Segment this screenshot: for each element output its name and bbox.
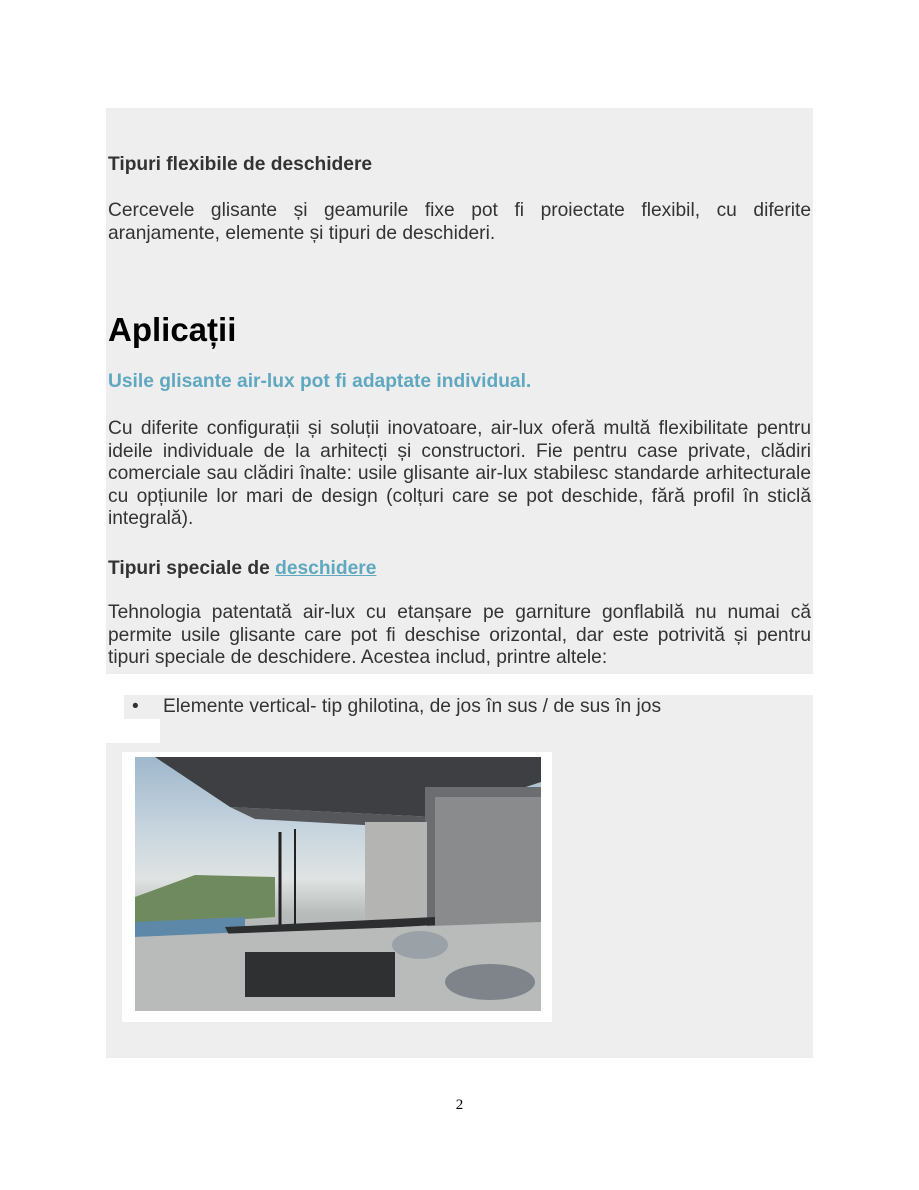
list-item: Elemente vertical- tip ghilotina, de jos în sus / de sus în jos xyxy=(163,696,662,717)
content-block-gap xyxy=(160,719,813,744)
architecture-photo xyxy=(135,757,541,1011)
bullet-dot: • xyxy=(132,696,139,717)
paragraph-applications: Cu diferite configurații și soluții inovatoare, air-lux oferă multă flexibilitate pentru ideile individuale de la arhitecți și constructori. Fie pentru case private, clădiri comerciale sau clădiri înalte: usile glisante air-lux stabilesc standarde arhitecturale cu opțiunile lor mari de design (colțuri care se pot deschide, fără profil în sticlă integrală). xyxy=(108,418,811,529)
section-heading-special xyxy=(108,558,376,580)
heading-text: Tipuri speciale de xyxy=(108,558,270,579)
page-title: Aplicații xyxy=(108,311,237,348)
paragraph-special: Tehnologia patentată air-lux cu etanșare pe garniture gonflabilă nu numai că permite usile glisante care pot fi deschise orizontal, dar este potrivită și pentru tipuri speciale de deschidere. Acestea includ, printre altele: xyxy=(108,602,811,668)
subtitle: Usile glisante air-lux pot fi adaptate individual. xyxy=(108,371,532,392)
photo-frame xyxy=(122,752,552,1022)
deschidere-link[interactable]: deschidere xyxy=(275,558,377,579)
paragraph-flexible: Cercevele glisante și geamurile fixe pot fi proiectate flexibil, cu diferite aranjamente, elemente și tipuri de deschideri. xyxy=(108,200,811,244)
page-number: 2 xyxy=(455,1097,464,1113)
section-heading-flexible: Tipuri flexibile de deschidere xyxy=(108,154,373,175)
